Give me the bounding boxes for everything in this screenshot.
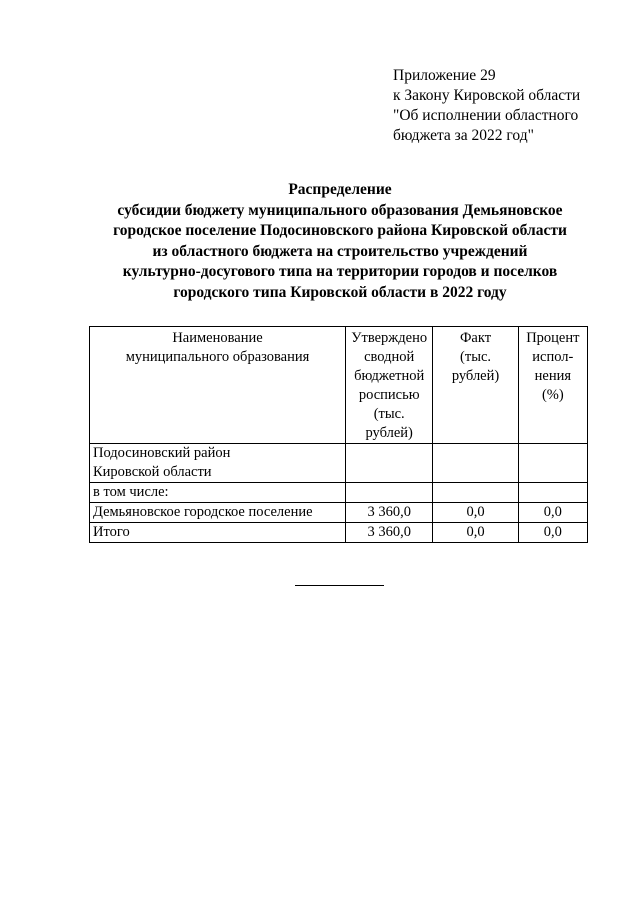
header-line: (тыс.: [373, 406, 405, 422]
cell-fact: 0,0: [433, 523, 518, 543]
cell-fact: [433, 483, 518, 503]
closing-separator-line: [295, 585, 384, 586]
header-line: Утверждено: [351, 330, 428, 346]
document-title: [80, 180, 600, 303]
table-row: [90, 523, 588, 543]
cell-approved: 3 360,0: [346, 503, 433, 523]
table-header-row: [90, 327, 588, 444]
cell-approved: 3 360,0: [346, 523, 433, 543]
title-line: городское поселение Подосиновского района Кировской области: [113, 222, 567, 239]
header-line: Факт: [459, 330, 492, 346]
cell-name: в том числе:: [90, 483, 346, 503]
header-name: [90, 327, 346, 444]
appendix-line: к Закону Кировской области: [393, 87, 581, 104]
cell-name: [90, 444, 346, 483]
title-line: городского типа Кировской области в 2022 году: [173, 283, 507, 301]
subsidy-table: [89, 326, 588, 543]
cell-percent: 0,0: [518, 503, 587, 523]
header-line: росписью: [358, 387, 420, 403]
table-row: [90, 444, 588, 483]
header-line: Процент: [526, 330, 580, 346]
header-line: рублей): [365, 425, 413, 441]
table-row: [90, 503, 588, 523]
cell-name: Итого: [90, 523, 346, 543]
appendix-header: [393, 66, 580, 146]
title-line: культурно-досугового типа на территории городов и поселков: [122, 263, 558, 280]
header-line: (%): [541, 387, 564, 403]
name-line: Подосиновский район: [93, 445, 231, 461]
cell-approved: [346, 483, 433, 503]
header-line: рублей): [451, 368, 500, 384]
title-line: субсидии бюджету муниципального образования Демьяновское: [117, 201, 563, 219]
cell-percent: [518, 483, 587, 503]
header-fact: [433, 327, 518, 444]
name-line: Кировской области: [93, 464, 212, 480]
header-line: Наименование: [172, 330, 263, 346]
header-line: нения: [534, 368, 572, 384]
appendix-line: "Об исполнении областного: [393, 107, 579, 124]
title-line: Распределение: [288, 181, 392, 198]
header-line: (тыс.: [460, 349, 491, 365]
table-row: [90, 483, 588, 503]
header-approved: [346, 327, 433, 444]
cell-approved: [346, 444, 433, 483]
cell-fact: 0,0: [433, 503, 518, 523]
header-line: сводной: [364, 349, 415, 365]
cell-percent: [518, 444, 587, 483]
appendix-line: Приложение 29: [393, 67, 496, 84]
title-line: из областного бюджета на строительство учреждений: [152, 242, 528, 260]
header-percent: [518, 327, 587, 444]
cell-percent: 0,0: [518, 523, 587, 543]
cell-fact: [433, 444, 518, 483]
header-line: бюджетной: [354, 368, 425, 384]
appendix-line: бюджета за 2022 год": [393, 127, 534, 144]
header-line: муниципального образования: [125, 349, 310, 365]
cell-name: Демьяновское городское поселение: [90, 503, 346, 523]
header-line: испол-: [532, 349, 574, 365]
